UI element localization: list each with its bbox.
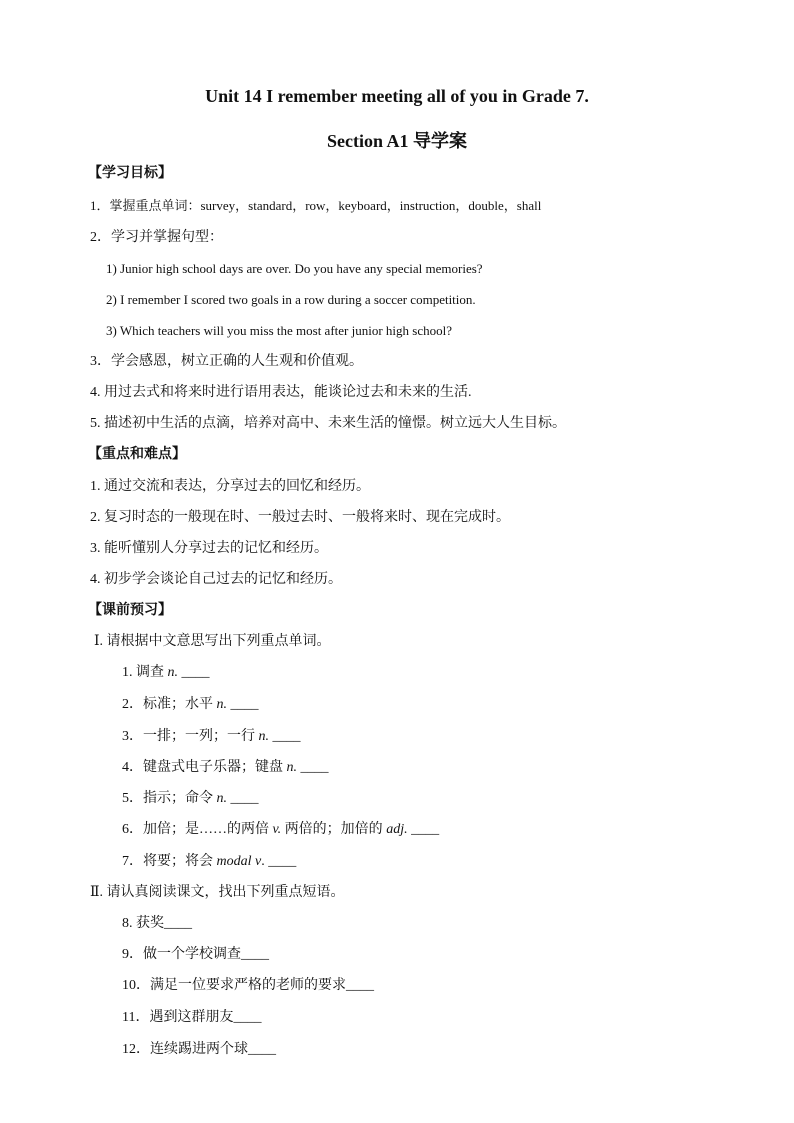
keypoint-item-3: 3. 能听懂别人分享过去的记忆和经历。 — [90, 541, 328, 556]
vocab-pos: n. — [216, 697, 227, 712]
goal-sentence-1: 1) Junior high school days are over. Do you have any special memories? — [106, 261, 483, 276]
vocab-pos: n. — [216, 791, 227, 806]
vocab-num: 4． — [122, 760, 143, 775]
keypoint-item-2: 2. 复习时态的一般现在时、一般过去时、一般将来时、现在完成时。 — [90, 510, 510, 525]
goal-item-1: 1．掌握重点单词：survey，standard，row，keyboard，instruction，double，shall — [90, 198, 542, 213]
goal-item-3: 3．学会感恩，树立正确的人生观和价值观。 — [90, 354, 363, 369]
goal-sentence-3: 3) Which teachers will you miss the most after junior high school? — [106, 323, 452, 338]
vocab-blank: ____ — [227, 791, 259, 806]
vocab-num: 1. — [122, 665, 136, 680]
vocab-zh: 将要；将会 — [143, 854, 217, 869]
keypoint-item-1: 1. 通过交流和表达，分享过去的回忆和经历。 — [90, 479, 370, 494]
goal-item-5: 5. 描述初中生活的点滴，培养对高中、未来生活的憧憬。树立远大人生目标。 — [90, 416, 566, 431]
phrase-item: 8. 获奖____ — [122, 916, 192, 931]
vocab-zh: 指示；命令 — [143, 791, 217, 806]
goals-heading: 【学习目标】 — [88, 166, 172, 181]
keypoint-item-4: 4. 初步学会谈论自己过去的记忆和经历。 — [90, 572, 342, 587]
goal-sentence-2: 2) I remember I scored two goals in a row during a soccer competition. — [106, 292, 476, 307]
vocab-item — [122, 695, 259, 715]
vocab-blank: ____ — [178, 665, 210, 680]
vocab-pos: n. — [258, 729, 269, 744]
vocab-item — [122, 820, 439, 840]
vocab-num: 6． — [122, 822, 143, 837]
page-subtitle: Section A1 导学案 — [326, 131, 467, 151]
goal-item-4: 4. 用过去式和将来时进行语用表达，能谈论过去和未来的生活. — [90, 385, 472, 400]
vocab-zh: 加倍；是……的两倍 — [143, 822, 273, 837]
keypoints-heading: 【重点和难点】 — [88, 447, 186, 462]
phrase-item: 12．连续踢进两个球____ — [122, 1042, 276, 1057]
vocab-blank: ____ — [407, 822, 440, 837]
goal-item-2: 2．学习并掌握句型： — [90, 230, 223, 245]
vocab-item — [122, 758, 329, 778]
vocab-zh: 标准；水平 — [143, 697, 217, 712]
vocab-num: 2． — [122, 697, 143, 712]
vocab-blank: ____ — [227, 697, 259, 712]
phrase-item: 11．遇到这群朋友____ — [122, 1010, 262, 1025]
vocab-zh-2: 两倍的；加倍的 — [281, 822, 387, 837]
vocab-blank: ____ — [297, 760, 329, 775]
vocab-num: 7． — [122, 854, 143, 869]
vocab-pos-2: adj. — [386, 822, 408, 837]
vocab-zh: 键盘式电子乐器；键盘 — [143, 760, 287, 775]
vocab-zh: 一排；一列；一行 — [143, 729, 259, 744]
part2-instruction: Ⅱ. 请认真阅读课文，找出下列重点短语。 — [90, 885, 345, 900]
vocab-item — [122, 789, 259, 809]
vocab-pos: n. — [167, 665, 178, 680]
part1-instruction: Ⅰ. 请根据中文意思写出下列重点单词。 — [94, 634, 331, 649]
vocab-blank: ____ — [269, 729, 301, 744]
vocab-item — [122, 663, 210, 683]
vocab-pos: n. — [286, 760, 297, 775]
phrase-item: 10．满足一位要求严格的老师的要求____ — [122, 978, 374, 993]
vocab-pos: v. — [272, 822, 282, 837]
phrase-item: 9．做一个学校调查____ — [122, 947, 269, 962]
vocab-num: 5． — [122, 791, 143, 806]
vocab-pos: modal v — [216, 854, 262, 869]
vocab-blank: . ____ — [261, 854, 297, 869]
page-title: Unit 14 I remember meeting all of you in Grade 7. — [205, 86, 589, 106]
vocab-item — [122, 727, 301, 747]
preview-heading: 【课前预习】 — [88, 603, 172, 618]
vocab-zh: 调查 — [136, 665, 168, 680]
vocab-item — [122, 852, 296, 872]
vocab-num: 3． — [122, 729, 143, 744]
